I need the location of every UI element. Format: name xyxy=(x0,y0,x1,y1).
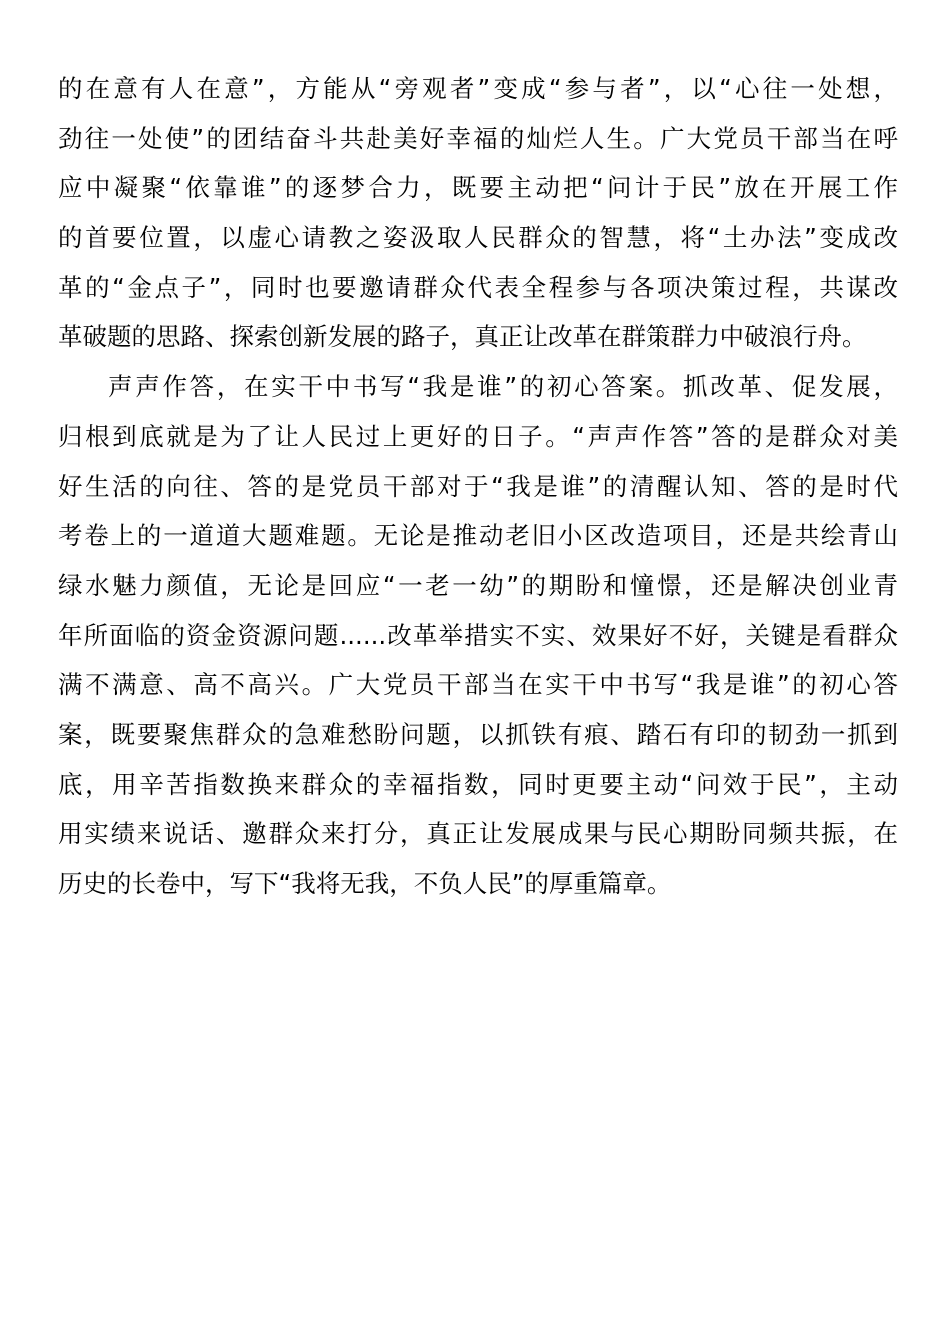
text-line-9: 好生活的向往、答的是党员干部对于“我是谁”的清醒认知、答的是时代 xyxy=(58,471,898,501)
text-line-5: 革的“金点子”，同时也要邀请群众代表全程参与各项决策过程，共谋改 xyxy=(58,272,898,302)
text-line-7: 声声作答，在实干中书写“我是谁”的初心答案。抓改革、促发展， xyxy=(108,372,898,402)
text-line-6: 革破题的思路、探索创新发展的路子，真正让改革在群策群力中破浪行舟。 xyxy=(58,322,867,352)
text-line-1: 的在意有人在意”，方能从“旁观者”变成“参与者”，以“心往一处想， xyxy=(58,74,898,103)
text-line-10: 考卷上的一道道大题难题。无论是推动老旧小区改造项目，还是共绘青山 xyxy=(58,521,898,551)
text-line-3: 应中凝聚“依靠谁”的逐梦合力，既要主动把“问计于民”放在开展工作 xyxy=(58,173,898,203)
text-line-14: 案，既要聚焦群众的急难愁盼问题，以抓铁有痕、踏石有印的韧劲一抓到 xyxy=(58,719,898,749)
text-line-15: 底，用辛苦指数换来群众的幸福指数，同时更要主动“问效于民”，主动 xyxy=(58,769,898,799)
text-line-12: 年所面临的资金资源问题......改革举措实不实、效果好不好，关键是看群众 xyxy=(58,620,898,650)
text-line-13: 满不满意、高不高兴。广大党员干部当在实干中书写“我是谁”的初心答 xyxy=(58,670,898,700)
text-line-4: 的首要位置，以虚心请教之姿汲取人民群众的智慧，将“土办法”变成改 xyxy=(58,223,898,253)
text-line-11: 绿水魅力颜值，无论是回应“一老一幼”的期盼和憧憬，还是解决创业青 xyxy=(58,570,898,600)
document-page xyxy=(58,64,898,909)
text-line-8: 归根到底就是为了让人民过上更好的日子。“声声作答”答的是群众对美 xyxy=(58,421,898,451)
text-line-16: 用实绩来说话、邀群众来打分，真正让发展成果与民心期盼同频共振，在 xyxy=(58,819,898,849)
text-line-2: 劲往一处使”的团结奋斗共赴美好幸福的灿烂人生。广大党员干部当在呼 xyxy=(58,123,898,153)
text-line-17: 历史的长卷中，写下“我将无我，不负人民”的厚重篇章。 xyxy=(58,869,672,898)
